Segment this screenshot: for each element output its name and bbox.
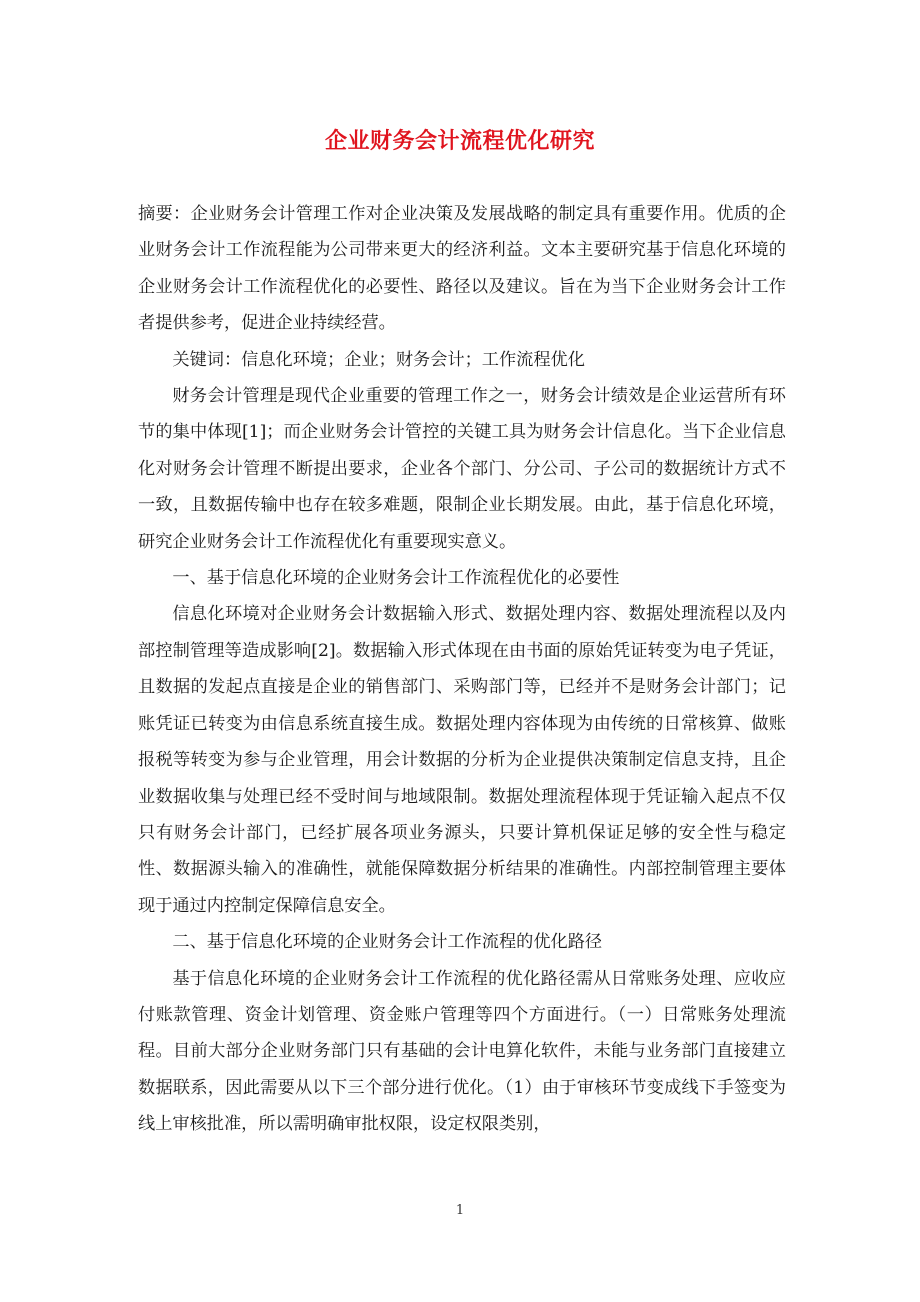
section1-heading: 一、基于信息化环境的企业财务会计工作流程优化的必要性 — [172, 568, 620, 589]
page-number: 1 — [455, 1203, 465, 1218]
section2-heading: 二、基于信息化环境的企业财务会计工作流程的优化路径 — [172, 932, 603, 953]
section1-paragraph: 信息化环境对企业财务会计数据输入形式、数据处理内容、数据处理流程以及内部控制管理等造成影响[2]。数据输入形式体现在由书面的原始凭证转变为电子凭证，且数据的发起点直接是企业的销售部门、采购部门等，已经并不是财务会计部门；记账凭证已转变为由信息系统直接生成。数据处理内容体现为由传统的日常核算、做账报税等转变为参与企业管理，用会计数据的分析为企业提供决策制定信息支持，且企业数据收集与处理已经不受时间与地域限制。数据处理流程体现于凭证输入起点不仅只有财务会计部门，已经扩展各项业务源头，只要计算机保证足够的安全性与稳定性、数据源头输入的准确性，就能保障数据分析结果的准确性。内部控制管理主要体现于通过内控制定保障信息安全。 — [138, 604, 786, 916]
keywords-paragraph: 关键词：信息化环境；企业；财务会计；工作流程优化 — [172, 349, 585, 370]
intro-paragraph: 财务会计管理是现代企业重要的管理工作之一，财务会计绩效是企业运营所有环节的集中体现[1]；而企业财务会计管控的关键工具为财务会计信息化。当下企业信息化对财务会计管理不断提出要求，企业各个部门、分公司、子公司的数据统计方式不一致，且数据传输中也存在较多难题，限制企业长期发展。由此，基于信息化环境，研究企业财务会计工作流程优化有重要现实意义。 — [138, 386, 786, 552]
section2-paragraph: 基于信息化环境的企业财务会计工作流程的优化路径需从日常账务处理、应收应付账款管理、资金计划管理、资金账户管理等四个方面进行。（一）日常账务处理流程。目前大部分企业财务部门只有基础的会计电算化软件，未能与业务部门直接建立数据联系，因此需要从以下三个部分进行优化。（1）由于审核环节变成线下手签变为线上审核批准，所以需明确审批权限，设定权限类别， — [138, 968, 786, 1135]
document-title: 企业财务会计流程优化研究 — [324, 128, 595, 154]
abstract-paragraph: 摘要：企业财务会计管理工作对企业决策及发展战略的制定具有重要作用。优质的企业财务会计工作流程能为公司带来更大的经济利益。文本主要研究基于信息化环境的企业财务会计工作流程优化的必要性、路径以及建议。旨在为当下企业财务会计工作者提供参考，促进企业持续经营。 — [138, 204, 786, 334]
document-body — [138, 196, 786, 1143]
